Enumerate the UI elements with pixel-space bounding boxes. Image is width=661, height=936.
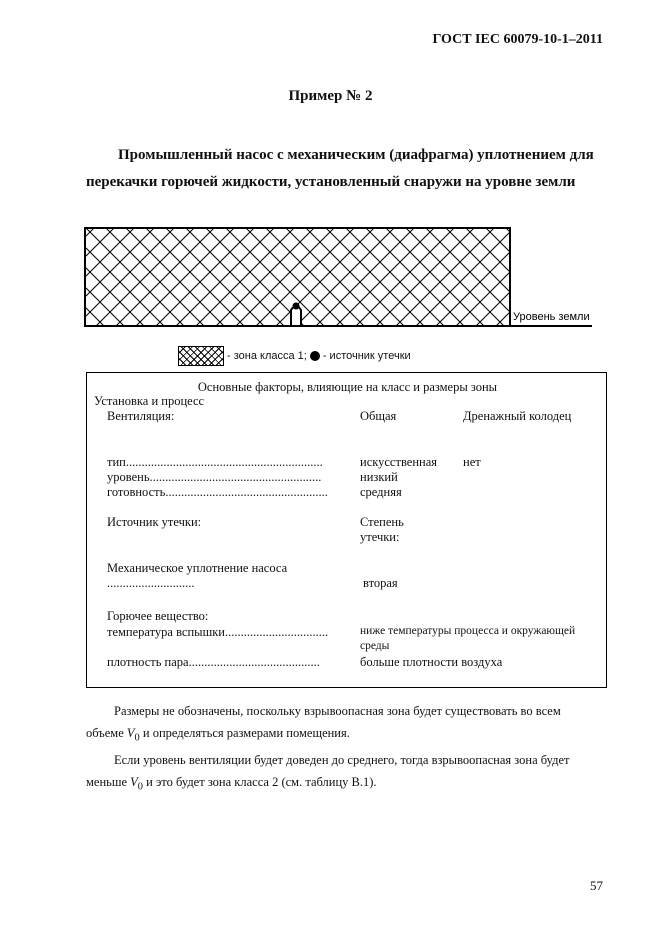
table-title: Основные факторы, влияющие на класс и размеры зоны	[197, 380, 498, 394]
main-title-line1: Промышленный насос с механическим (диафрагма) уплотнением для	[118, 147, 594, 163]
paragraph-2-line2	[86, 775, 377, 793]
p1-v-subscript: 0	[134, 732, 140, 744]
page-number: 57	[590, 878, 603, 893]
type-drain-value: нет	[463, 455, 481, 469]
seal-label: Механическое уплотнение насоса	[107, 561, 288, 575]
flash-point-value-line1: ниже температуры процесса и окружающей	[360, 625, 576, 637]
flash-point-value-line2: среды	[360, 640, 390, 652]
source-label: Источник утечки:	[107, 515, 202, 529]
p2-v-subscript: 0	[137, 781, 143, 793]
degree-label-line2: утечки:	[360, 530, 400, 544]
p1-v-symbol: V	[126, 726, 135, 740]
zone-diagram	[80, 222, 600, 334]
legend-zone-label: - зона класса 1;	[227, 350, 307, 362]
section-label: Установка и процесс	[94, 394, 205, 408]
main-title	[86, 142, 616, 196]
p2-text-b: и это будет зона класса 2 (см. таблицу В.1).	[143, 775, 377, 789]
flash-point-label: температура вспышки.................................	[107, 625, 329, 639]
example-title: Пример № 2	[288, 88, 373, 104]
p1-text-b: и определяться размерами помещения.	[139, 726, 350, 740]
p2-v-symbol: V	[130, 775, 138, 789]
ventilation-label: Вентиляция:	[107, 409, 175, 423]
availability-label: готовность....................................................	[107, 485, 328, 499]
vapour-density-value: больше плотности воздуха	[360, 655, 503, 669]
main-title-line2: перекачки горючей жидкости, установленный снаружи на уровне земли	[86, 174, 576, 190]
level-value: низкий	[360, 470, 398, 484]
vapour-density-label: плотность пара..........................................	[107, 655, 320, 669]
p2-text-a: меньше	[86, 775, 131, 789]
degree-label-line1: Степень	[360, 515, 404, 529]
ground-level-label: Уровень земли	[513, 311, 590, 323]
seal-dots: ............................	[107, 576, 195, 590]
type-value: искусственная	[360, 455, 437, 469]
paragraph-1-line1: Размеры не обозначены, поскольку взрывоопасная зона будет существовать во всем	[114, 704, 561, 718]
level-label: уровень.......................................................	[107, 470, 322, 484]
type-label: тип...............................................................	[107, 455, 323, 469]
paragraph-2	[86, 749, 614, 799]
substance-label: Горючее вещество:	[107, 609, 209, 623]
paragraph-2-line1: Если уровень вентиляции будет доведен до среднего, тогда взрывоопасная зона будет	[114, 753, 570, 767]
seal-value: вторая	[363, 576, 398, 590]
leak-source-dot-icon	[310, 351, 320, 361]
paragraph-1	[86, 700, 614, 750]
col-drain: Дренажный колодец	[463, 409, 572, 423]
legend-source-label: - источник утечки	[322, 350, 411, 362]
legend	[178, 346, 411, 366]
availability-value: средняя	[360, 485, 402, 499]
paragraph-1-line2	[86, 726, 350, 744]
factors-table	[86, 372, 607, 688]
leak-source-icon	[293, 303, 300, 310]
zone-hatch-swatch	[178, 346, 224, 366]
p1-text-a: объеме	[86, 726, 127, 740]
document-header: ГОСТ IEC 60079-10-1–2011	[432, 32, 603, 47]
col-general: Общая	[360, 409, 397, 423]
